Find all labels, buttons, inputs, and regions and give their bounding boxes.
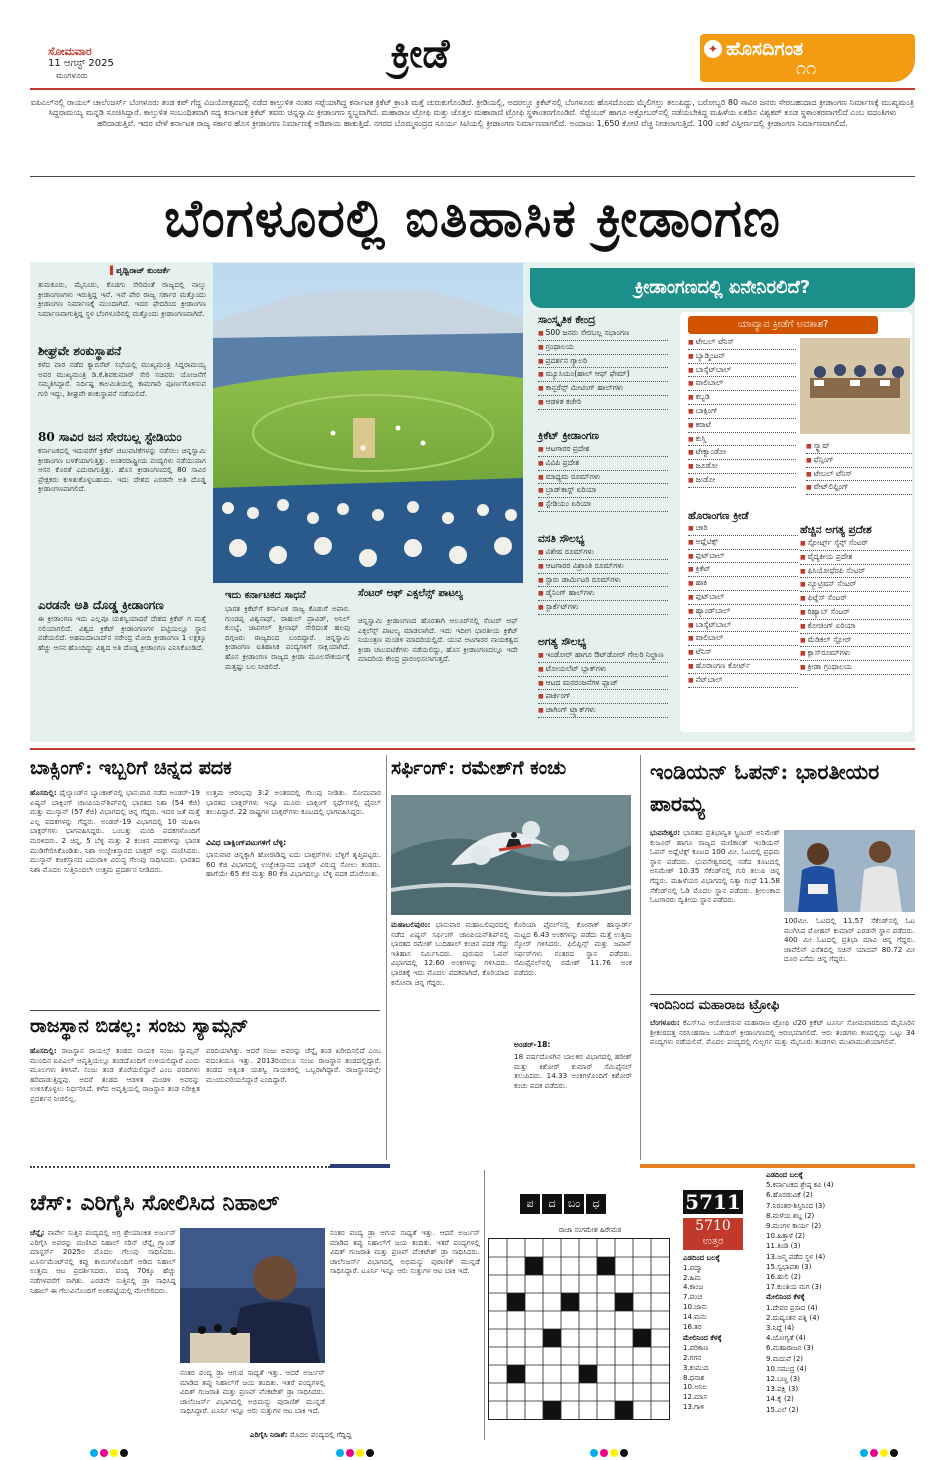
rajasthan-text-body: ರಾಜಸ್ಥಾನ ರಾಯಲ್ಸ್ ತಂಡದ ನಾಯಕ ಸಂಜು ಸ್ಯಾಮ್ಸನ್ ಮುಂದಿನ ಐಪಿಎಲ್ ಆವೃತ್ತಿಯಲ್ಲೂ ತಂಡದೊಂದಿಗೆ ಉಳಿಯಲಿದ್ದಾರೆ ಎಂದು ಮೂಲಗಳು ತಿಳಿಸಿವೆ. ಸಂಜು ತಂಡ ತೊರೆಯಲಿದ್ದಾರೆ ಎಂಬ ವರದಿಗಳು ಹರಿದಾಡುತ್ತಿದ್ದವು. ಆದರೆ ತಂಡದ ಆಡಳಿತ ಮಂಡಳಿ ಅವರನ್ನು ಉಳಿಸಿಕೊಳ್ಳಲು ನಿರ್ಧರಿಸಿದೆ. ಕಳೆದ ಆವೃತ್ತಿಯಲ್ಲಿ ರಾಜಸ್ಥಾನ ತಂಡ ನಿರೀಕ್ಷಿತ ಪ್ರದರ್ಶನ ನೀಡಲಿಲ್ಲ. xyxy=(30,1046,200,1103)
list-item: ■ ಜುಡೋ xyxy=(688,474,796,488)
list-item: ■ 500 ಜನರು ಸೇರಬಲ್ಲ ಸಭಾಂಗಣ xyxy=(538,327,668,341)
maharaja-text xyxy=(650,1018,915,1158)
chess-text-body: ನಾರ್ವೇ ಸುತ್ತಿನ ಪಂದ್ಯದಲ್ಲಿ ಅಗ್ರ ಶ್ರೇಯಾಂಕಿತ ಅರ್ಜುನ್ ಎರಿಗೈಸಿ ಅವರನ್ನು ಮಣಿಸಿದ ನಿಹಾಲ್ ಸರಿನ್ ಚೆನ್ನೈ ಗ್ರ್ಯಾಂಡ್ ಮಾಸ್ಟರ್ಸ್ 2025ರ ಮೊದಲ ಗೆಲುವು ಸಾಧಿಸಿದರು. ಟೂರ್ನಮೆಂಟ್‌ನಲ್ಲಿ ಕಪ್ಪು ಕಾಯಿಗಳೊಂದಿಗೆ ಆಡಿದ ನಿಹಾಲ್ ಉತ್ತಮ ಆಟ ಪ್ರದರ್ಶಿಸಿದರು. ಪಂದ್ಯ 70ಕ್ಕೂ ಹೆಚ್ಚು ನಡೆಗಳವರೆಗೆ ಸಾಗಿತು. ಎರಡನೇ ಸುತ್ತಿನಲ್ಲಿ ಡ್ರಾ ಸಾಧಿಸಿದ್ದ ನಿಹಾಲ್ ಈ ಗೆಲುವಿನೊಂದಿಗೆ ಅಂಕಪಟ್ಟಿಯಲ್ಲಿ ಮೇಲೇರಿದರು. xyxy=(30,1228,176,1295)
column-rule xyxy=(484,1170,485,1440)
list-item: ■ ಮ್ಯೂಸಿಯಂ(ಹಾಲ್ ಆಫ್ ಫೇಮ್) xyxy=(538,368,668,382)
masthead-date xyxy=(48,46,114,82)
list-item: ■ ಜಾಗಿಂಗ್ ಟ್ರ್ಯಾಕ್‌ಗಳು xyxy=(538,704,668,718)
surfing-dateline: ಮಹಾಬಲಿಪುರಂ: xyxy=(391,920,431,929)
cultural-list xyxy=(538,314,668,410)
clue: 17.ಕುಂತಿಯ ಮಗ (3) xyxy=(766,1283,822,1292)
list-item: ■ ಟೆನಿಸ್ xyxy=(688,646,798,660)
outdoor-list xyxy=(688,510,798,688)
cricket-list xyxy=(538,430,668,512)
boxing-text-col2b: ಭಾನುವಾರ ಚಿನ್ನಕ್ಕಾಗಿ ಹೋರಾಡಿದ್ದ ಐದು ಬಾಕ್ಸರ್‌ಗಳು ಬೆಳ್ಳಿಗೆ ತೃಪ್ತಿಪಟ್ಟರು. 60 ಕೆಜಿ ವಿಭಾಗದಲ್ಲಿ ಉಜ್ಬೇಕಿಸ್ತಾನದ ಬಾಕ್ಸರ್ ವಿರುದ್ಧ ಸೋಲು ಕಂಡರು. ಹಾಗೆಯೇ 65 ಕೆಜಿ ಮತ್ತು 80 ಕೆಜಿ ವಿಭಾಗದಲ್ಲೂ ಬೆಳ್ಳಿ ಪದಕ ದೊರೆಯಿತು. xyxy=(206,850,381,879)
chess-headline: ಚೆಸ್: ಎರಿಗೈಸಿ ಸೋಲಿಸಿದ ನಿಹಾಲ್ xyxy=(30,1190,280,1216)
clue: 15.ಎಲೆ (2) xyxy=(766,1405,799,1414)
surfing-text-col1 xyxy=(391,920,509,1160)
list-item: ■ ಸ್ಟೇಡಿಯಂ ಏರಿಯಾ xyxy=(538,498,668,512)
chess-caption-text: ಮೊದಲ ಪಂದ್ಯದಲ್ಲಿ ಗೆದ್ದಿದ್ದ xyxy=(289,1430,352,1439)
list-item: ■ ಸ್ಪೋರ್ಟ್ಸ್ ಸೈನ್ಸ್ ಸೆಂಟರ್ xyxy=(800,537,910,551)
boxing-subhead: ವಿವಿಧ ಬಾಕ್ಸಿಂಗ್‌ಪಟುಗಳಿಗೆ ಬೆಳ್ಳಿ: xyxy=(206,838,287,847)
extra-list xyxy=(538,636,668,718)
clues-down-heading: ಮೇಲಿನಿಂದ ಕೆಳಕ್ಕೆ xyxy=(683,1334,722,1343)
boxing-text-col1 xyxy=(30,788,200,1004)
clue: 12.ಮಾಸ xyxy=(683,1393,707,1402)
list-item: ■ ಕ್ಲಾಸ್‌ರೂಮ್‌ಗಳು xyxy=(800,647,910,661)
section-divider xyxy=(30,748,915,750)
list-item: ■ ಸ್ಟಾರ್ಕೆಟ್‌ಗಳು xyxy=(538,601,668,615)
list-item: ■ ಡೈನಿಂಗ್ ಹಾಲ್‌ಗಳು xyxy=(538,587,668,601)
list-item: ■ ಚಾರಿ xyxy=(688,522,798,536)
list-item: ■ ಕಾನ್ಫರೆನ್ಸ್ ಮೀಟಿಂಗ್ ಹಾಲ್‌ಗಳು xyxy=(538,382,668,396)
list-item: ■ ಬಾಕ್ಸಿಂಗ್ xyxy=(688,405,796,419)
list-item: ■ ಕಬ್ಬಡಿ xyxy=(688,391,796,405)
puzzle-title-tiles xyxy=(520,1192,608,1214)
rule xyxy=(30,1010,380,1011)
clue: 2.ದುಷ್ಯಂತನ ಪತ್ನಿ (4) xyxy=(766,1313,820,1322)
clues-right-heading: ಎಡದಿಂದ ಬಲಕ್ಕೆ xyxy=(766,1171,803,1179)
crossword-grid[interactable] xyxy=(488,1238,670,1420)
puzzle-number: 5711 xyxy=(683,1190,743,1214)
clue: 1.ಪದ್ಮಾ xyxy=(683,1263,703,1272)
list-item: ■ ಅಥ್ಲೆಟಿಕ್ಸ್ xyxy=(688,536,798,550)
chess-caption-heading: ಎರಿಗೈಸಿ ನಿರಾಶೆ: xyxy=(250,1430,288,1439)
clues-right xyxy=(766,1170,916,1415)
stay-list xyxy=(538,533,668,615)
boxing-text-body: ಥೈಲ್ಯಾಂಡ್‌ನ ಬ್ಯಾಂಕಾಕ್‌ನಲ್ಲಿ ಭಾನುವಾರ ನಡೆದ ಅಂಡರ್-19 ಏಷ್ಯನ್ ಬಾಕ್ಸಿಂಗ್ ಚಾಂಪಿಯನ್‌ಶಿಪ್‌ನಲ್ಲಿ ಭಾರತದ ನಿಶಾ (54 ಕೆಜಿ) ಮತ್ತು ಮುಸ್ಕಾನ್ (57 ಕೆಜಿ) ವಿಭಾಗದಲ್ಲಿ ಚಿನ್ನ ಗೆದ್ದರು. ಇದರ ಜತೆ ಮತ್ತೆ ಎಲ್ಲ ಪದಕಗಳನ್ನು ಗೆದ್ದರು. ಅಂಡರ್-19 ವಿಭಾಗದಲ್ಲಿ 10 ಮಹಿಳಾ ಬಾಕ್ಸರ್‌ಗಳು ಭಾಗವಹಿಸಿದ್ದರು. ಒಂಬತ್ತು ಮಂದಿ ಪದಕಗಳೊಂದಿಗೆ ಮರಳಿದರು. 2 ಚಿನ್ನ, 5 ಬೆಳ್ಳಿ ಮತ್ತು 2 ಕಂಚಿನ ಪದಕಗಳನ್ನು ಭಾರತ ಮುಡಿಗೇರಿಸಿಕೊಂಡಿತು. ನಿಶಾ ಉಜ್ಬೇಕಿಸ್ತಾನದ ಬಾಕ್ಸರ್ ಅನ್ನು ಮಣಿಸಿದರು. ಮುಸ್ಕಾನ್ ಕಜಕಸ್ತಾನದ ಎದುರಾಳಿ ವಿರುದ್ಧ ಗೆಲುವು ಸಾಧಿಸಿದರು. ಭಾರತದ ನಿಶಾ ಮೊದಲ ಸುತ್ತಿನಿಂದಲೇ ಉತ್ತಮ ಪ್ರದರ್ಶನ ನೀಡಿದರು. xyxy=(30,788,200,874)
coe-heading: ಸೆಂಟರ್ ಆಫ್ ಎಕ್ಸಲೆನ್ಸ್ ಪಾಟಲ್ಯ xyxy=(358,588,463,599)
list-item: ■ ಕುಸ್ತಿ xyxy=(688,433,796,447)
surfing-text-col2b: 18 ವರ್ಷದೊಳಗಿನ ಬಾಲಕರ ವಿಭಾಗದಲ್ಲಿ ಹರೀಶ್ ಮತ್ತು ಕಿಶೋರ್ ಕುಮಾರ್ ಸೆಮಿಫೈನಲ್ ತಲುಪಿದರು. 14.33 ಅಂಕಗಳೊಂದಿಗೆ ಕಿಶೋರ್ ಕಂಚು ಪದಕ ಪಡೆದರು. xyxy=(514,1052,632,1090)
registration-marks xyxy=(860,1442,900,1460)
list-item: ■ ಹಾಕಿ xyxy=(688,577,798,591)
clue: 15.ಸ್ವಭಾವತಃ (3) xyxy=(766,1262,812,1271)
clues-middle xyxy=(683,1254,763,1413)
games-banner: ಯಾವ್ಯಾವ ಕ್ರೀಡೆಗೆ ಅವಕಾಶ? xyxy=(688,316,878,334)
sadhane-text: ಭಾರತ ಕ್ರಿಕೆಟ್‌ಗೆ ಕರ್ನಾಟಕ ರಾಜ್ಯ ಕೊಡುಗೆ ಅಪಾರ. ಗುಂಡಪ್ಪ ವಿಶ್ವನಾಥ್, ರಾಹುಲ್ ದ್ರಾವಿಡ್, ಅನಿಲ್ ಕುಂಬ್ಳೆ, ಜಾವಗಲ್ ಶ್ರೀನಾಥ್ ಸೇರಿದಂತೆ ಹಲವು ದಿಗ್ಗಜರು ರಾಜ್ಯದಿಂದ ಬಂದಿದ್ದಾರೆ. ಚಿನ್ನಸ್ವಾಮಿ ಕ್ರೀಡಾಂಗಣ ಐತಿಹಾಸಿಕ ಪಂದ್ಯಗಳಿಗೆ ಸಾಕ್ಷಿಯಾಗಿದೆ. ಹೊಸ ಕ್ರೀಡಾಂಗಣ ರಾಜ್ಯದ ಕ್ರೀಡಾ ಮೂಲಸೌಕರ್ಯಕ್ಕೆ ಮತ್ತಷ್ಟು ಬಲ ನೀಡಲಿದೆ. xyxy=(225,604,350,671)
surfing-text-body: ಭಾನುವಾರ ಮಹಾಬಲಿಪುರದಲ್ಲಿ ನಡೆದ ಏಷ್ಯನ್ ಸರ್ಫಿಂಗ್ ಚಾಂಪಿಯನ್‌ಶಿಪ್‌ನಲ್ಲಿ ಭಾರತದ ರಮೇಶ್ ಬುದಿಹಾಲ್ ಕಂಚಿನ ಪದಕ ಗೆದ್ದು ಇತಿಹಾಸ ನಿರ್ಮಿಸಿದರು. ಪುರುಷರ ಓಪನ್ ವಿಭಾಗದಲ್ಲಿ 12.60 ಅಂಕಗಳನ್ನು ಗಳಿಸಿದರು. ಭಾರತಕ್ಕೆ ಇದು ಮೊದಲ ಪದಕವಾಗಿದೆ. ಕೊರಿಯಾದ ಕನೋವಾ ಚಿನ್ನ ಗೆದ್ದರು. xyxy=(391,920,509,987)
clue: 8.ಧನಾಶ xyxy=(683,1373,705,1382)
list-item: ■ ಟೇಬಲ್ ಟೆನಿಸ್ xyxy=(806,468,912,482)
list-item: ■ ವಾಲಿಬಾಲ್ xyxy=(688,377,796,391)
sadhane-heading: ಇದು ಕರ್ನಾಟಕದ ಸಾಧನೆ xyxy=(225,590,306,601)
clue: 8.ಮಳೆಯ ಶಬ್ದ (2) xyxy=(766,1211,815,1220)
masthead-city: ಮಂಗಳೂರು xyxy=(56,71,88,80)
clue: 7.ಪಂಚ xyxy=(683,1293,703,1302)
coe-text: ಚಿನ್ನಸ್ವಾಮಿ ಕ್ರೀಡಾಂಗಣದ ಹೊರತಾಗಿ ಆಲೂರ್‌ನಲ್ಲಿ ಸೆಂಟರ್ ಆಫ್ ಎಕ್ಸಲೆನ್ಸ್ ಪಾಟಲ್ಯ ಮಾಡಲಾಗಿದೆ. ಇದು ಇದೀಗ ಭಾರತೀಯ ಕ್ರಿಕೆಟ್ ನಿಯಂತ್ರಣ ಮಂಡಳಿ ಮಾದರಿಯಲ್ಲಿದೆ. ಯುವ ಆಟಗಾರರ ನಾಯಕತ್ವದ ಕ್ರೀಡಾ ಚಟುವಟಿಕೆಗಳು ನಡೆಯಲಿದ್ದು, ಹೊಸ ಕ್ರೀಡಾಂಗಣದಲ್ಲೂ ಇದೇ ಮಾದರಿಯ ಕೇಂದ್ರ ಪ್ರಾರಂಭಿಸಲಾಗುತ್ತದೆ. xyxy=(358,616,518,664)
boxing-text-col2: ಉತ್ತಮ ಆರಂಭವು 3:2 ಅಂತರದಲ್ಲಿ ಗೆಲುವು ನೀಡಿತು. ಸೋಮವಾರ ಭಾರತದ ಬಾಕ್ಸರ್‌ಗಳು ಇನ್ನೂ ಮೂರು ಬಾಕ್ಸಿಂಗ್ ಸ್ಪರ್ಧೆಗಳಲ್ಲಿ ಫೈನಲ್ ತಲುಪಿದ್ದಾರೆ. 22 ರಾಷ್ಟ್ರಗಳ ಬಾಕ್ಸರ್‌ಗಳು ಕೂಟದಲ್ಲಿ ಭಾಗವಹಿಸಿದ್ದರು. xyxy=(206,788,381,817)
intro-text: ಐಪಿಎಲ್‌ನಲ್ಲಿ ರಾಯಲ್ ಚಾಲೆಂಜರ್ಸ್ ಬೆಂಗಳೂರು ತಂಡ ಕಪ್ ಗೆದ್ದ ವಿಜಯೋತ್ಸವದಲ್ಲಿ ನಡೆದ ಕಾಲ್ತುಳಿತ ನಂತರ ಸಪ್ಪೆಯಾಗಿದ್ದ ಕರ್ನಾಟಕ ಕ್ರಿಕೆಟ್ ಕ್ರಾಂತಿ ಮತ್ತೆ ಚುರುಕುಗೊಂಡಿದೆ. ಕ್ರೀಡಿಯಲ್ಲಿ, ಅದರಲ್ಲೂ ಕ್ರಿಕೆಟ್‌ನಲ್ಲಿ ಬೆಂಗಳೂರು ಹೊಸದೊಂದು ಮೈಲಿಗಲ್ಲು ತಲುಪಿದ್ದು, ಬರೋಬ್ಬರಿ 80 ಸಾವಿರ ಜನರು ಸೇರಬಹುದಾದ ಕ್ರೀಡಾಂಗಣ ನಿರ್ಮಾಣಕ್ಕೆ ಮುಖ್ಯಮಂತ್ರಿ ಸಿದ್ದರಾಮಯ್ಯ ಮನ್ನಡಿ ಸೂಚಿಸಿದ್ದಾರೆ. ಕಾಲ್ತುಳಿತ ಸಂಬಂಧಿತವಾಗಿ ಸದ್ಯ ಕರ್ನಾಟಕ ಕ್ರಿಕೆಟ್ ತವರು ಚಿನ್ನಸ್ವಾಮಿ ಕ್ರೀಡಾಂಗಣ ಸ್ಥಬ್ದವಾಗಿದೆ. ಮಹಾರಾಜ ಟ್ರೋಫಿ ಮತ್ತು ಜೊತ್ತಲ ಮಹಾರಾಣಿ ಟ್ರೋಫಿ ಸ್ಥಳಾಂತರಗೊಂಡಿವೆ. ಸೆಪ್ಟೆಂಬರ್ ಹಾಗೂ ಅಕ್ಟೋಬರ್‌ನಲ್ಲಿ ನಡೆಯಬೇಕಿದ್ದ ಮಹಿಳೆಯ ಏಕದಿನ ವಿಶ್ವಕಪ್ ಕೂಡ ಸ್ಥಳಾಂತರವಾಗಲಿದೆ ಎಂಬ ವದಂತಿಗಳು ಹರಿದಾಡುತ್ತಿವೆ. ಇದರ ವೇಳೆ ಕರ್ನಾಟಕ ರಾಜ್ಯ ಸರ್ಕಾರ ಹೊಸ ಕ್ರೀಡಾಂಗಣ ನಿರ್ಮಾಣಕ್ಕೆ ಅಡಿಪಾಯ ಹಾಕುತ್ತಿದೆ. ನಗರದ ಬೊಮ್ಮಸಂದ್ರದ ಸೂರ್ಯ ಸಿಟಿಯಲ್ಲಿ ಕ್ರೀಡಾಂಗಣ ನಿರ್ಮಾಣವಾಗಲಿದೆ. ಅಂದಾಜು 1,650 ಕೋಟಿ ವೆಚ್ಚ ನೀಡಲಾಗುತ್ತಿದೆ. 100 ಎಕರೆ ವಿಸ್ತೀರ್ಣದಲ್ಲಿ ಕ್ರೀಡಾಂಗಣ ನಿರ್ಮಾಣವಾಗಲಿದೆ. xyxy=(30,98,915,128)
surfing-photo xyxy=(391,795,631,915)
masthead-date-value: 11 ಆಗಸ್ಟ್ 2025 xyxy=(48,58,114,69)
color-bar xyxy=(640,1164,915,1168)
list-item: ■ ವಿಶೇಷ ರೂಮ್‌ಗಳು xyxy=(538,546,668,560)
list-item: ■ ಮಾಧ್ಯಮ ರೂಮ್‌ಗಳು xyxy=(538,471,668,485)
list-item: ■ ಕರಾಟೆ xyxy=(688,419,796,433)
list-item: ■ ಇಂಡೋರ್ ಹಾಗೂ ಔಟ್‌ಡೋರ್ ಗೇಲರಿ ನಿಲ್ದಾಣ xyxy=(538,649,668,663)
registration-marks xyxy=(336,1442,376,1460)
clue: 6.ಹೊರಡುವಿಕೆ (2) xyxy=(766,1191,813,1200)
more-heading: ಹೆಚ್ಚಿನ ಅಗತ್ಯ ಪ್ರದೇಶ xyxy=(800,524,872,536)
section-title: ಕ್ರೀಡೆ xyxy=(390,30,450,77)
meeting-photo xyxy=(800,338,910,434)
dotted-rule xyxy=(30,1166,330,1168)
registration-marks xyxy=(590,1442,630,1460)
list-item: ■ ಟೋಯಲೆಟ್ ಬ್ಲಾಕ್‌ಗಳು xyxy=(538,663,668,677)
list-item: ■ ಫಿಟ್ನೆಸ್ ಸೆಂಟರ್ xyxy=(800,592,910,606)
rajasthan-text-col2: ವರದಿಯಾಗಿತ್ತು. ಆದರೆ ಸಂಜು ಅವರನ್ನು ಚೆನ್ನೈ ತಂಡ ಖರೀದಿಸಲಿದೆ ಎಂಬ ವದಂತಿಯೂ ಇತ್ತು. 2013ರಿಂದಲೂ ಸಂಜು ರಾಜಸ್ಥಾನ ತಂಡದಲ್ಲಿದ್ದಾರೆ. ತಂಡದ ಅತ್ಯಂತ ಯಶಸ್ವಿ ನಾಯಕರಲ್ಲಿ ಒಬ್ಬರಾಗಿದ್ದಾರೆ. ರಾಜಸ್ಥಾನದಲ್ಲೇ ಮುಂದುವರಿಯಲಿದ್ದಾರೆ ಎಂದಿದ್ದಾರೆ. xyxy=(206,1046,381,1084)
cultural-heading: ಸಾಂಸ್ಕೃತಿಕ ಕೇಂದ್ರ xyxy=(538,314,596,326)
indian-open-headline: ಇಂಡಿಯನ್ ಓಪನ್: ಭಾರತೀಯರ ಪಾರಮ್ಯ xyxy=(650,759,880,816)
clue: 16.ತರ xyxy=(683,1322,702,1331)
headline-rule xyxy=(30,176,915,177)
rule xyxy=(650,994,915,995)
clue: 4.ಕಾಂಜ xyxy=(683,1283,704,1292)
stadium-photo xyxy=(213,263,523,583)
surfing-subhead: ಅಂಡರ್-18: xyxy=(514,1040,551,1049)
list-item: ■ ಸ್ಕ್ವಾಷ್ xyxy=(806,440,912,454)
indoor-right-list xyxy=(806,440,912,495)
list-item: ■ ನೆಟ್‌ಬಾಲ್ xyxy=(688,674,798,688)
list-item: ■ ವಾಲಿಬಾಲ್ xyxy=(688,632,798,646)
list-item: ■ ಟೇಕ್ವಾಂಡೋ xyxy=(688,446,796,460)
surfing-text-col2: ಕೊರಿಯಾ ಫೈನಲ್‌ನಲ್ಲಿ ಕೋವಾಕ್ ಹಾಸ್ಕಾರ್ಡ್ ಮಟ್ಟದ 6.43 ಅಂಕಗಳನ್ನು ಪಡೆದು ಮತ್ತೆ ಉತ್ತಮ ಸ್ಕೋರ್ ಗಳಿಸಿದರು. ಫಿಲಿಪ್ಪಿನ್ಸ್ ಮತ್ತು ಜಪಾನ್ ಸರ್ಫರ್‌ಗಳು ನಂತರದ ಸ್ಥಾನ ಪಡೆದರು. ಸೆಮಿಫೈನಲ್‌ನಲ್ಲಿ ರಮೇಶ್ 11.76 ಅಂಕ ಪಡೆದರು. xyxy=(514,920,632,977)
facilities-banner: ಕ್ರೀಡಾಂಗಣದಲ್ಲಿ ಏನೇನಿರಲಿದೆ? xyxy=(530,268,915,308)
previous-puzzle-label: ಉತ್ತರ xyxy=(702,1236,724,1247)
clue: 1.ದೇವರ ಪ್ರಸಾದ (4) xyxy=(766,1303,818,1312)
column-rule xyxy=(386,755,387,1160)
athletes-photo xyxy=(784,830,915,912)
previous-puzzle xyxy=(683,1218,743,1250)
column-rule xyxy=(640,755,641,1160)
clue: 4.ಯೋಗ್ಯತೆ (4) xyxy=(766,1334,806,1343)
extra-heading: ಅಗತ್ಯ ಸೌಲಭ್ಯ xyxy=(538,636,587,648)
clue: 16.ಹುಲಿ (2) xyxy=(766,1273,801,1282)
clue: 11.ತಿಂಡಿ (3) xyxy=(766,1242,801,1251)
clue: 1.ಪರಿಕಾಣ xyxy=(683,1344,709,1353)
clue: 3.ಕುಮುದ xyxy=(683,1363,709,1372)
puzzle-tile: ಧ xyxy=(586,1194,606,1214)
clue: 12.ಬಣ್ಣ (3) xyxy=(766,1375,800,1384)
issue-mark: ೧೧ xyxy=(796,58,817,79)
maharaja-text-body: ಕೆಎಸ್‌ಸಿಎ ಆಯೋಜಿಸುವ ಮಹಾರಾಜ ಟ್ರೋಫಿ ಟಿ20 ಕ್ರಿಕೆಟ್ ಟೂರ್ನಿ ಸೋಮವಾರದಿಂದ ಮೈಸೂರಿನ ಶ್ರೀಕಂಠದತ್ತ ನರಸಿಂಹರಾಜ ಒಡೆಯರ್ ಕ್ರೀಡಾಂಗಣದಲ್ಲಿ ಆರಂಭವಾಗಲಿದೆ. ಆರು ತಂಡಗಳು ಕಣದಲ್ಲಿದ್ದು ಒಟ್ಟು 34 ಪಂದ್ಯಗಳು ನಡೆಯಲಿವೆ. ಮೊದಲ ಪಂದ್ಯದಲ್ಲಿ ಗುಲ್ಬರ್ಗ ಮತ್ತು ಮೈಸೂರು ತಂಡಗಳು ಮುಖಾಮುಖಿಯಾಗಲಿವೆ. xyxy=(650,1018,915,1047)
rajasthan-text-col1 xyxy=(30,1046,200,1156)
lamp-icon: ✦ xyxy=(704,40,722,58)
list-item: ■ ವೇಟ್‌ಲಿಫ್ಟಿಂಗ್ xyxy=(806,481,912,495)
previous-puzzle-number: 5710 xyxy=(695,1218,731,1234)
maharaja-headline: ಇಂದಿನಿಂದ ಮಹಾರಾಜ ಟ್ರೋಫಿ xyxy=(650,998,780,1013)
rajasthan-headline: ರಾಜಸ್ಥಾನ ಬಿಡಲ್ಲ: ಸಂಜು ಸ್ಯಾಮ್ಸನ್ xyxy=(30,1015,249,1037)
clue: 14.ಮನು xyxy=(683,1312,707,1321)
clue: 10.ಹಿತ್ತಾಳೆ (2) xyxy=(766,1232,805,1241)
chess-text-col2: ನಂತರ ಪಂದ್ಯ ಡ್ರಾ ಆಗುವ ಸಾಧ್ಯತೆ ಇತ್ತು. ಆದರೆ ಅರ್ಜುನ್ ಮಾಡಿದ ತಪ್ಪು ನಿಹಾಲ್‌ಗೆ ಜಯ ತಂದಿತು. ಇತರೆ ಪಂದ್ಯಗಳಲ್ಲಿ ವಿದಿತ್ ಗುಜರಾತಿ ಮತ್ತು ಪ್ರಣವ್ ವೆಂಕಟೇಶ್ ಡ್ರಾ ಸಾಧಿಸಿದರು. ಚಾಲೆಂಜರ್ಸ್ ವಿಭಾಗದಲ್ಲಿ ಅಭಿಮನ್ಯು ಪುರಾಣಿಕ್ ಮುನ್ನಡೆ ಸಾಧಿಸಿದ್ದಾರೆ. ಟೂರ್ನಿ ಇನ್ನೂ ಆರು ಸುತ್ತುಗಳ ಆಟ ಬಾಕಿ ಇದೆ. xyxy=(330,1228,480,1276)
list-item: ■ ಆಡಳಿತ ಕಚೇರಿ xyxy=(538,396,668,410)
list-item: ■ ಬ್ಯಾಡ್ಮಿಂಟನ್ xyxy=(688,350,796,364)
list-item: ■ ಸ್ಟಾರು ಡಾರ್ಮಿಟರಿ ರೂಮ್‌ಗಳು xyxy=(538,574,668,588)
list-item: ■ ಹ್ಯಾಂಡ್‌ಬಾಲ್ xyxy=(688,605,798,619)
list-item: ■ ಆಟಗಾರರ ಪ್ರದೇಶ xyxy=(538,443,668,457)
main-paragraph-4: ಈ ಕ್ರೀಡಾಂಗಣ ಇದು ಎಲ್ಲವೂ ಯಶಸ್ವಿಯಾದರೆ ದೇಶದ ಕ್ರಿಕೆಟ್ ಗ ಮತ್ತೆ ಸಲಿಯಾಗಲಿದೆ. ವಿಶ್ವದ ಕ್ರಿಕೆಟ್ ಕ್ರೀಡಾಂಗಣಗಳ ಪಟ್ಟಿಯಲ್ಲೂ ಸ್ಥಾನ ಪಡೆಯಲಿದೆ. ಅಹಮದಾಬಾದ್‌ನ ನರೇಂದ್ರ ಮೋದಿ ಕ್ರೀಡಾಂಗಣ 1 ಲಕ್ಷಕ್ಕೂ ಹೆಚ್ಚು ಆಸನ ಹೊಂದಿದ್ದು ವಿಶ್ವದ ಅತಿ ದೊಡ್ಡ ಕ್ರೀಡಾಂಗಣ ಎನಿಸಿಕೊಂಡಿದೆ. xyxy=(38,614,206,652)
list-item: ■ ಆಟದ ಮನರಂಜನೆಗಳ ಪ್ಲಾಜ್ xyxy=(538,677,668,691)
list-item: ■ ಗ್ರಂಥಾಲಯ xyxy=(538,341,668,355)
clue: 2.ಗಗನ xyxy=(683,1353,702,1362)
list-item: ■ ಹೊರಾಂಗಣ ಕೋರ್ಟ್ xyxy=(688,660,798,674)
clue: 3.ನಿದ್ದೆ (4) xyxy=(766,1324,795,1333)
clue: 9.ಮಂಗಳ ಕಾರ್ಯ (2) xyxy=(766,1222,822,1231)
chess-caption xyxy=(250,1430,352,1440)
list-item: ■ ಫುಟ್‌ಬಾಲ್ xyxy=(688,591,798,605)
puzzle-setter: ರಾಜಾ ಸಂಗಮೇಶ ಹಿರೇಮಠ xyxy=(558,1226,622,1234)
chess-text-col1 xyxy=(30,1228,176,1438)
more-list xyxy=(800,524,910,675)
list-item: ■ ಫಿಸಿಯೋಥೆರಪಿ ಸೆಂಟರ್ xyxy=(800,565,910,579)
cricket-heading: ಕ್ರಿಕೆಟ್ ಕ್ರೀಡಾಂಗಣ xyxy=(538,430,599,442)
puzzle-tile: ದ xyxy=(542,1194,562,1214)
clue: 7.ನಿರಂತರ-ಶಿಸ್ತಿನಿಂದ (3) xyxy=(766,1201,826,1210)
chess-photo xyxy=(180,1228,325,1363)
crossword-grid-svg xyxy=(489,1239,669,1419)
boxing-headline: ಬಾಕ್ಸಿಂಗ್: ಇಬ್ಬರಿಗೆ ಚಿನ್ನದ ಪದಕ xyxy=(30,757,232,779)
maharaja-dateline: ಬೆಂಗಳೂರು: xyxy=(650,1018,680,1027)
main-headline: ಬೆಂಗಳೂರಲ್ಲಿ ಐತಿಹಾಸಿಕ ಕ್ರೀಡಾಂಗಣ xyxy=(164,188,781,249)
registration-marks xyxy=(90,1442,130,1460)
main-subhead-1: ಶೀಘ್ರವೇ ಶಂಕುಸ್ಥಾಪನೆ xyxy=(38,344,122,358)
main-paragraph-1: ತುಮಕೂರು, ಮೈಸೂರು, ಕೊಡಗು ಸೇರಿದಂತೆ ರಾಜ್ಯದಲ್ಲಿ ನಾಲ್ಕು ಕ್ರೀಡಾಂಗಣಗಳು ಇರುತ್ತಿದ್ದ ಇವೆ. ಇವೆ ಪೇರ ರಾಜ್ಯ ಸರ್ಕಾರ ಮತ್ತೊಂದು ಕ್ರೀಡಾಂಗಣ ನಿರ್ಮಾಣಕ್ಕೆ ಮುಂದಾಗಿದೆ. ಇದರ ಫೇದರಿಂದ ಕ್ರೀಡಾಂಗಣ ನಿರ್ಮಾಣವಾಗುತ್ತಿದ್ದ ಸ್ಥಳ ಬೆಂಗಳೂರಿನಲ್ಲಿ ಮತ್ತೊಂದು ಕ್ರೀಡಾಂಗಣವಾಗಿದೆ. xyxy=(38,280,206,318)
list-item: ■ ಕ್ರಿಕೆಟ್ xyxy=(688,563,798,577)
clue: 9.ಮದುವೆ (2) xyxy=(766,1354,803,1363)
main-paragraph-2: ಕಳೆದ ವಾರ ನಡೆದ ಕ್ಯಾಬಿನೆಟ್ ಸಭೆಯಲ್ಲಿ ಮುಖ್ಯಮಂತ್ರಿ ಸಿದ್ದರಾಮಯ್ಯ ಅವರ ಮುಖ್ಯಮಂತ್ರಿ ಡಿ.ಕೆ.ಶಿವಕುಮಾರ್ ಸೇರಿ ಸಚಿವರು ಯೋಜನೆಗೆ ಸಮ್ಮತಿಸಿದ್ದಾರೆ. ನಿರ್ದಿಷ್ಟ ಕಾಲಮಿತಿಯಲ್ಲಿ ಕಾಮಗಾರಿ ಪೂರ್ಣಗೊಳಿಸುವ ಗುರಿ ಇದ್ದು, ಶೀಘ್ರವೇ ಶಂಕುಸ್ಥಾಪನೆ ನಡೆಯಲಿದೆ. xyxy=(38,360,206,398)
indian-open-text-col1 xyxy=(650,828,780,988)
list-item: ■ ಜೂಡೋ xyxy=(688,460,796,474)
clue: 5.ಕರ್ನಾಟಕದ ಶ್ರೇಷ್ಠ ಕವಿ (4) xyxy=(766,1181,834,1190)
clue: 6.ಮಹಾರಾಜನ (3) xyxy=(766,1344,814,1353)
clue: 10.ಅನಿಲ xyxy=(683,1383,708,1392)
byline: ▌ಪೃಥ್ವಿರಾಜ್ ಕುಂಜರ್ಕೆ xyxy=(110,266,171,275)
clue: 10.ಜಾನು xyxy=(683,1302,708,1311)
list-item: ■ ಫುಟ್‌ಬಾಲ್ xyxy=(688,550,798,564)
chess-dateline: ಚೆನ್ನೈ: xyxy=(30,1228,45,1237)
rajasthan-dateline: ಹೊಸದಿಲ್ಲಿ: xyxy=(30,1046,57,1055)
color-bar xyxy=(330,1164,390,1168)
list-item: ■ ಬ್ರಾಡ್‌ಕಾಸ್ಟ್ ಏರಿಯಾ xyxy=(538,484,668,498)
masthead-rule xyxy=(30,88,915,90)
masthead-day: ಸೋಮವಾರ xyxy=(48,45,92,58)
clues-across-heading: ಎಡದಿಂದ ಬಲಕ್ಕೆ xyxy=(683,1254,720,1262)
indoor-list xyxy=(688,336,796,488)
list-item: ■ ರಿಹ್ಯಾಬ್ ಸೆಂಟರ್ xyxy=(800,606,910,620)
list-item: ■ ಟೇಬಲ್ ಟೆನಿಸ್ xyxy=(688,336,796,350)
list-item: ■ ವೈದ್ಯಕೀಯ ಪ್ರದೇಶ xyxy=(800,551,910,565)
clues-right-down-heading: ಮೇಲಿನಿಂದ ಕೆಳಕ್ಕೆ xyxy=(766,1293,805,1302)
list-item: ■ ಕ್ರೀಡಾ ಗ್ರಂಥಾಲಯ xyxy=(800,661,910,675)
clue: 13.ಜನ್ಮ ಪಡೆದ ಸ್ಥಳ (4) xyxy=(766,1252,826,1261)
list-item: ■ ಕೋಚಿಂಗ್ ಏರಿಯಾ xyxy=(800,620,910,634)
indian-open-dateline: ಭುವನೇಶ್ವರ: xyxy=(650,828,681,837)
list-item: ■ ಆಟಗಾರರ ವಿಶ್ರಾಂತಿ ರೂಮ್‌ಗಳು xyxy=(538,560,668,574)
clue: 13.ಗಾಳಿ xyxy=(683,1402,705,1411)
main-paragraph-3: ಕರ್ನಾಟಕದಲ್ಲಿ ಇದುವರೆಗೆ ಕ್ರಿಕೆಟ್ ಚಟುವಟಿಕೆಗಳನ್ನು ನಡೆಸಲು ಚಿನ್ನಸ್ವಾಮಿ ಕ್ರೀಡಾಂಗಣ ಬಳಕೆಯಾಗುತ್ತಿತ್ತು. ಅಂತರರಾಷ್ಟ್ರೀಯ ಪಂದ್ಯಗಳು ನಡೆಯುವಾಗ ಆಸನ ಕೊರತೆ ಎದುರಾಗುತ್ತಿತ್ತು. ಹೊಸ ಕ್ರೀಡಾಂಗಣದಲ್ಲಿ 80 ಸಾವಿರ ಪ್ರೇಕ್ಷಕರು ಕುಳಿತುಕೊಳ್ಳಬಹುದು. ಇದು ದೇಶದ ಎರಡನೇ ಅತಿ ದೊಡ್ಡ ಕ್ರೀಡಾಂಗಣವಾಗಲಿದೆ. xyxy=(38,446,206,494)
list-item: ■ ಫೆನ್ಸಿಂಗ್ xyxy=(806,454,912,468)
puzzle-tile: ಪ xyxy=(520,1194,540,1214)
clue: 13.ಪಕ್ಷಿ (3) xyxy=(766,1385,799,1394)
clue: 10.ಸಮುದ್ರ (4) xyxy=(766,1364,807,1373)
clue: 2.ಹಿಮ xyxy=(683,1273,702,1282)
chess-text-col1b: ನಂತರ ಪಂದ್ಯ ಡ್ರಾ ಆಗುವ ಸಾಧ್ಯತೆ ಇತ್ತು. ಆದರೆ ಅರ್ಜುನ್ ಮಾಡಿದ ತಪ್ಪು ನಿಹಾಲ್‌ಗೆ ಜಯ ತಂದಿತು. ಇತರೆ ಪಂದ್ಯಗಳಲ್ಲಿ ವಿದಿತ್ ಗುಜರಾತಿ ಮತ್ತು ಪ್ರಣವ್ ವೆಂಕಟೇಶ್ ಡ್ರಾ ಸಾಧಿಸಿದರು. ಚಾಲೆಂಜರ್ಸ್ ವಿಭಾಗದಲ್ಲಿ ಅಭಿಮನ್ಯು ಪುರಾಣಿಕ್ ಮುನ್ನಡೆ ಸಾಧಿಸಿದ್ದಾರೆ. ಟೂರ್ನಿ ಇನ್ನೂ ಆರು ಸುತ್ತುಗಳ ಆಟ ಬಾಕಿ ಇದೆ. xyxy=(180,1368,325,1416)
outdoor-heading: ಹೊರಾಂಗಣ ಕ್ರೀಡೆ xyxy=(688,510,749,522)
clue: 14.ಕೈ (2) xyxy=(766,1395,794,1404)
main-subhead-3: ಎರಡನೇ ಅತಿ ದೊಡ್ಡ ಕ್ರೀಡಾಂಗಣ xyxy=(38,598,164,612)
paper-logo[interactable] xyxy=(700,34,915,82)
boxing-dateline: ಹೊಸದಿಲ್ಲಿ: xyxy=(30,788,57,797)
list-item: ■ ಬಾಸ್ಕೆಟ್‌ಬಾಲ್ xyxy=(688,364,796,378)
stay-heading: ವಸತಿ ಸೌಲಭ್ಯ xyxy=(538,533,585,545)
surfing-headline: ಸರ್ಫಿಂಗ್: ರಮೇಶ್‌ಗೆ ಕಂಚು xyxy=(391,757,567,779)
list-item: ■ ಪ್ರದರ್ಶನ ಗ್ಯಾಲರಿ xyxy=(538,355,668,369)
list-item: ■ ಮೆಡಿಕಲ್ ಸ್ಟೋರ್ xyxy=(800,634,910,648)
list-item: ■ ಬಾಸ್ಕೆಟ್‌ಬಾಲ್ xyxy=(688,619,798,633)
indian-open-text-body: ಭಾರತದ ಪ್ರತಿಭಾನ್ವಿತ ಸ್ಪ್ರಿಂಟರ್ ಅನಿಮೇಶ್ ಕುಜೂರ್ ಹಾಗೂ ರಾಜ್ಯದ ಮಣಿಕಾಂತ್ ಇಂಡಿಯನ್ ಓಪನ್ ಅಥ್ಲೆಟಿಕ್ಸ್ ಕೂಟದ 100 ಮೀ. ಓಟದಲ್ಲಿ ಪ್ರಥಮ ಸ್ಥಾನ ಪಡೆದರು. ಭುವನೇಶ್ವರದಲ್ಲಿ ನಡೆದ ಕೂಟದಲ್ಲಿ ಅನಿಮೇಶ್ 10.35 ಸೆಕೆಂಡ್‌ನಲ್ಲಿ ಗುರಿ ತಲುಪಿ ಚಿನ್ನ ಗೆದ್ದರು. ಮಹಿಳೆಯರ ವಿಭಾಗದಲ್ಲಿ ನಿತ್ಯಾ ಗಂಧೆ 11.58 ಸೆಕೆಂಡ್‌ನಲ್ಲಿ ಓಡಿ ಮೊದಲ ಸ್ಥಾನ ಪಡೆದರು. ಶ್ರೀಲಂಕಾದ ಓಟಗಾರರು ದ್ವಿತೀಯ ಸ್ಥಾನ ಪಡೆದರು. xyxy=(650,828,780,905)
list-item: ■ ಪಾರ್ಕಿಂಗ್ xyxy=(538,690,668,704)
main-subhead-2: 80 ಸಾವಿರ ಜನ ಸೇರಬಲ್ಲ ಸ್ಟೇಡಿಯಂ xyxy=(38,430,182,444)
indian-open-text-col2: 100ಮೀ. ಓಟದಲ್ಲಿ 11.57 ಸೆಕೆಂಡ್‌ನಲ್ಲಿ ಓಟ ಮುಗಿಸಿದ ಮೋಹನ್ ಕುಮಾರ್ ಎರಡನೇ ಸ್ಥಾನ ಪಡೆದರು. 400 ಮೀ ಓಟದಲ್ಲಿ ಪ್ರತಿಭಾ ಮಾವಿ ಚಿನ್ನ ಗೆದ್ದರು. ಜಾವೆಲಿನ್ ಎಸೆತದಲ್ಲಿ ಸಚಿನ್ ಯಾದವ್ 80.72 ಮೀ ದೂರ ಎಸೆದು ಚಿನ್ನ ಗೆದ್ದರು. xyxy=(784,916,915,964)
list-item: ■ ನ್ಯೂಟ್ರಿಷನ್ ಸೆಂಟರ್ xyxy=(800,578,910,592)
paper-name: ಹೊಸದಿಗಂತ xyxy=(726,38,804,60)
list-item: ■ ವಿವಿಪಿ ಪ್ರದೇಶ xyxy=(538,457,668,471)
puzzle-tile: ಬಂ xyxy=(564,1194,584,1214)
